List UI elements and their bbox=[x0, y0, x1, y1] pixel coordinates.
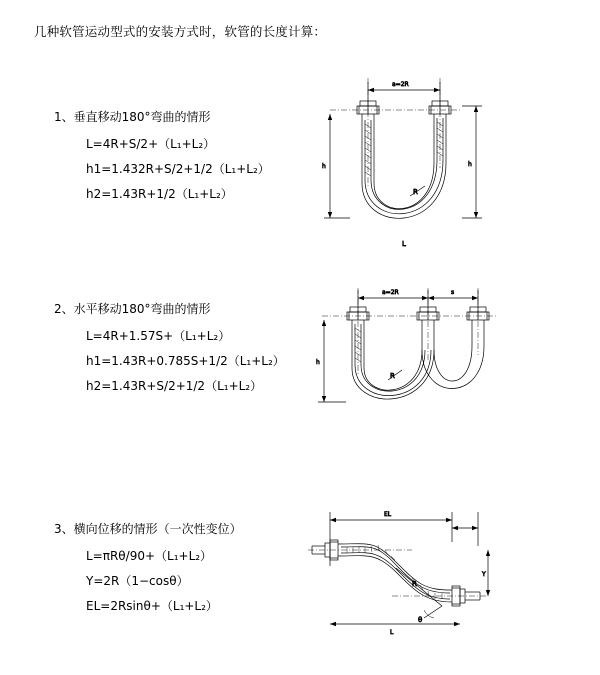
formula: EL=2Rsinθ+（L₁+L₂） bbox=[86, 599, 218, 613]
formula: L=4R+S/2+（L₁+L₂） bbox=[86, 137, 216, 151]
dim-label-h: h bbox=[468, 161, 472, 168]
dim-label-a: a=2R bbox=[392, 81, 409, 88]
dim-label-a: a=2R bbox=[382, 289, 399, 296]
formula: h1=1.43R+0.785S+1/2（L₁+L₂） bbox=[86, 354, 285, 368]
dim-label-theta: θ bbox=[418, 616, 423, 624]
formula: h2=1.43R+1/2（L₁+L₂） bbox=[86, 187, 233, 201]
svg-text:h: h bbox=[322, 163, 326, 170]
dim-label-L: L bbox=[402, 240, 406, 248]
dim-label-h: h bbox=[316, 359, 320, 366]
dim-label-EL: EL bbox=[384, 511, 392, 518]
dim-label-R: R bbox=[413, 188, 418, 196]
section-2-heading: 2、水平移动180°弯曲的情形 bbox=[54, 302, 211, 316]
section-2-formulas bbox=[86, 324, 285, 399]
page-title: 几种软管运动型式的安装方式时，软管的长度计算： bbox=[34, 24, 327, 39]
formula: Y=2R（1−cosθ） bbox=[86, 574, 189, 588]
section-1-formulas bbox=[86, 132, 270, 207]
dim-label-R: R bbox=[412, 580, 417, 588]
section-3-heading: 3、横向位移的情形（一次性变位） bbox=[54, 522, 242, 536]
dim-label-Y: Y bbox=[482, 571, 486, 578]
formula: h2=1.43R+S/2+1/2（L₁+L₂） bbox=[86, 379, 263, 393]
dim-label-R: R bbox=[390, 372, 395, 380]
figure-horizontal-180 bbox=[310, 280, 505, 445]
section-1-heading: 1、垂直移动180°弯曲的情形 bbox=[54, 110, 211, 124]
section-3-formulas bbox=[86, 544, 218, 619]
dim-label-L: L bbox=[390, 629, 394, 636]
dim-label-s: s bbox=[451, 289, 455, 296]
formula: L=4R+1.57S+（L₁+L₂） bbox=[86, 329, 231, 343]
formula: h1=1.432R+S/2+1/2（L₁+L₂） bbox=[86, 162, 270, 176]
figure-vertical-180 bbox=[310, 68, 500, 278]
formula: L=πRθ/90+（L₁+L₂） bbox=[86, 549, 213, 563]
figure-lateral-offset bbox=[292, 506, 502, 641]
